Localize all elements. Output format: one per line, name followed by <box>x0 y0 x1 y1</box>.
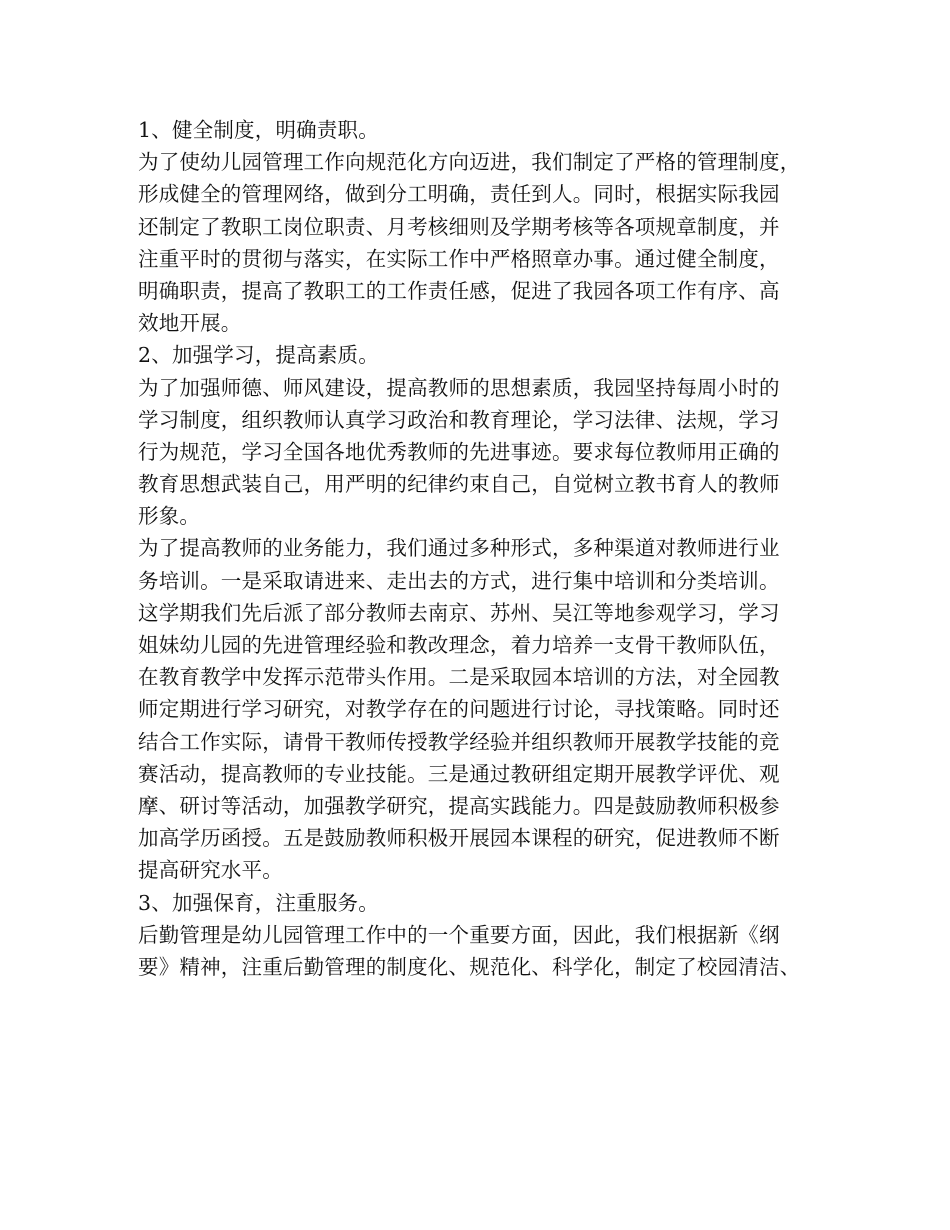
paragraph-line: 学习制度，组织教师认真学习政治和教育理论，学习法律、法规，学习 <box>138 407 780 432</box>
paragraph-line: 这学期我们先后派了部分教师去南京、苏州、吴江等地参观学习，学习 <box>138 600 780 625</box>
paragraph-line: 教育思想武装自己，用严明的纪律约束自己，自觉树立教书育人的教师 <box>138 472 780 497</box>
paragraph-line: 还制定了教职工岗位职责、月考核细则及学期考核等各项规章制度，并 <box>138 214 780 239</box>
paragraph-line: 后勤管理是幼儿园管理工作中的一个重要方面，因此，我们根据新《纲 <box>138 922 780 947</box>
paragraph-line: 在教育教学中发挥示范带头作用。二是采取园本培训的方法，对全园教 <box>138 665 780 690</box>
paragraph-line: 提高研究水平。 <box>138 858 283 883</box>
paragraph-line: 赛活动，提高教师的专业技能。三是通过教研组定期开展教学评优、观 <box>138 761 780 786</box>
paragraph-line: 为了加强师德、师风建设，提高教师的思想素质，我园坚持每周小时的 <box>138 375 780 400</box>
paragraph-line: 注重平时的贯彻与落实，在实际工作中严格照章办事。通过健全制度， <box>138 246 780 271</box>
paragraph-line: 形成健全的管理网络，做到分工明确，责任到人。同时，根据实际我园 <box>138 182 780 207</box>
heading-2: 2、加强学习，提高素质。 <box>138 343 379 368</box>
paragraph-line: 姐妹幼儿园的先进管理经验和教改理念，着力培养一支骨干教师队伍， <box>138 633 780 657</box>
paragraph-line: 为了提高教师的业务能力，我们通过多种形式，多种渠道对教师进行业 <box>138 536 780 561</box>
paragraph-line: 为了使幼儿园管理工作向规范化方向迈进，我们制定了严格的管理制度， <box>138 150 801 175</box>
paragraph-line: 要》精神，注重后勤管理的制度化、规范化、科学化，制定了校园清洁、 <box>138 954 801 979</box>
paragraph-line: 形象。 <box>138 504 201 529</box>
paragraph-line: 效地开展。 <box>138 311 242 336</box>
paragraph-line: 结合工作实际，请骨干教师传授教学经验并组织教师开展教学技能的竞 <box>138 729 780 754</box>
heading-3: 3、加强保育，注重服务。 <box>138 890 379 915</box>
document-body <box>138 114 828 983</box>
paragraph-line: 行为规范，学习全国各地优秀教师的先进事迹。要求每位教师用正确的 <box>138 439 780 464</box>
paragraph-line: 师定期进行学习研究，对教学存在的问题进行讨论，寻找策略。同时还 <box>138 697 780 722</box>
paragraph-line: 加高学历函授。五是鼓励教师积极开展园本课程的研究，促进教师不断 <box>138 826 780 851</box>
paragraph-line: 明确职责，提高了教职工的工作责任感，促进了我园各项工作有序、高 <box>138 278 780 303</box>
heading-1: 1、健全制度，明确责职。 <box>138 118 379 142</box>
paragraph-line: 摩、研讨等活动，加强教学研究，提高实践能力。四是鼓励教师积极参 <box>138 793 780 818</box>
paragraph-line: 务培训。一是采取请进来、走出去的方式，进行集中培训和分类培训。 <box>138 568 780 593</box>
